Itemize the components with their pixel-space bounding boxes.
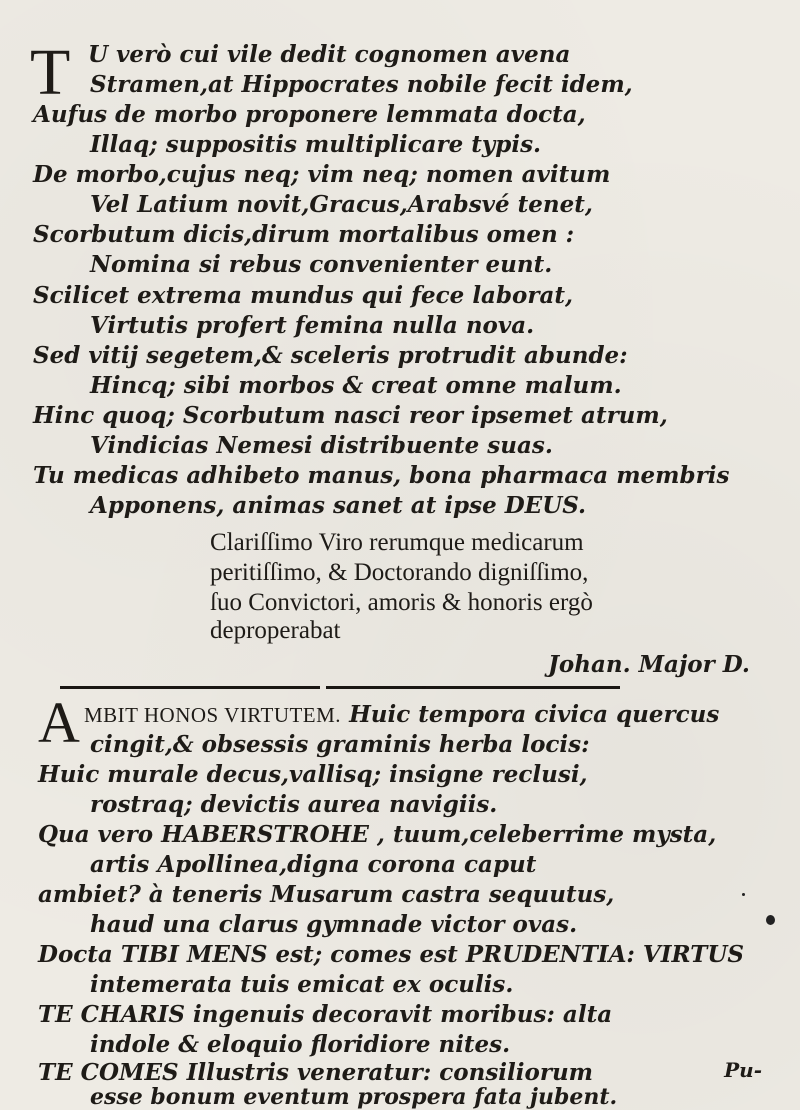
poem2-line-13: TE COMES Illustris veneratur: consiliorum [38,1059,594,1086]
poem2-line-11: TE CHARIS ingenuis decoravit moribus: alta [38,1001,613,1028]
poem1-line-7: Scorbutum dicis,dirum mortalibus omen : [33,221,575,248]
drop-cap-a: A [38,690,80,755]
poem1-line-10: Virtutis profert femina nulla nova. [90,312,535,339]
poem2-line-1 [84,700,719,730]
poem2-line-6: artis Apollinea,digna corona caput [90,851,537,878]
poem2-line-3: Huic murale decus,vallisq; insigne reclusi, [38,761,588,788]
poem1-line-1: U verò cui vile dedit cognomen avena [88,41,571,68]
poem1-line-13: Hinc quoq; Scorbutum nasci reor ipsemet atrum, [33,402,668,429]
ink-speck [766,915,775,925]
ink-speck [742,893,745,896]
poem2-line-14: esse bonum eventum prospera fata jubent. [90,1084,618,1110]
poem2-line-10: intemerata tuis emicat ex oculis. [90,971,514,998]
poem1-line-6: Vel Latium novit,Gracus,Arabsvé tenet, [90,191,593,218]
poem2-line-5: Qua vero HABERSTROHE , tuum,celeberrime mysta, [38,821,717,848]
poem1-line-9: Scilicet extrema mundus qui fece laborat, [33,282,574,309]
poem1-line-16: Apponens, animas sanet at ipse DEUS. [90,492,587,519]
poem2-line-2: cingit,& obsessis graminis herba locis: [90,731,590,758]
poem2-line-9: Docta TIBI MENS est; comes est PRUDENTIA: VIRTUS [38,941,745,968]
catchword: Pu- [724,1058,762,1082]
poem2-line-12: indole & eloquio floridiore nites. [90,1031,511,1058]
drop-cap-t: T [30,36,71,109]
poem1-line-8: Nomina si rebus convenienter eunt. [90,251,553,278]
dedication-line-3: ſuo Convictori, amoris & honoris ergò [210,589,593,616]
poem1-line-11: Sed vitij segetem,& sceleris protrudit abunde: [33,342,628,369]
dedication-line-4: deproperabat [210,617,341,644]
separator-rule-left [60,686,320,689]
poem1-line-14: Vindicias Nemesi distribuente suas. [90,432,553,459]
poem1-line-2: Stramen,at Hippocrates nobile fecit idem, [90,71,633,98]
poem2-line-8: haud una clarus gymnade victor ovas. [90,911,578,938]
poem2-line-4: rostraq; devictis aurea navigiis. [90,791,498,818]
dedication-line-2: peritiſſimo, & Doctorando digniſſimo, [210,559,589,586]
poem2-line-1-text: Huic tempora civica quercus [341,701,720,728]
poem2-line-1-caps: MBIT HONOS VIRTUTEM. [84,703,342,727]
dedication-signature: Johan. Major D. [548,651,750,678]
poem1-line-5: De morbo,cujus neq; vim neq; nomen avitum [33,161,611,188]
poem2-line-7: ambiet? à teneris Musarum castra sequutus, [38,881,615,908]
separator-rule-right [326,686,620,689]
poem1-line-15: Tu medicas adhibeto manus, bona pharmaca membris [33,462,730,489]
poem1-line-12: Hincq; sibi morbos & creat omne malum. [90,372,622,399]
poem1-line-3: Aufus de morbo proponere lemmata docta, [33,101,586,128]
dedication-line-1: Clariſſimo Viro rerumque medicarum [210,529,584,556]
poem1-line-4: Illaq; suppositis multiplicare typis. [90,131,542,158]
